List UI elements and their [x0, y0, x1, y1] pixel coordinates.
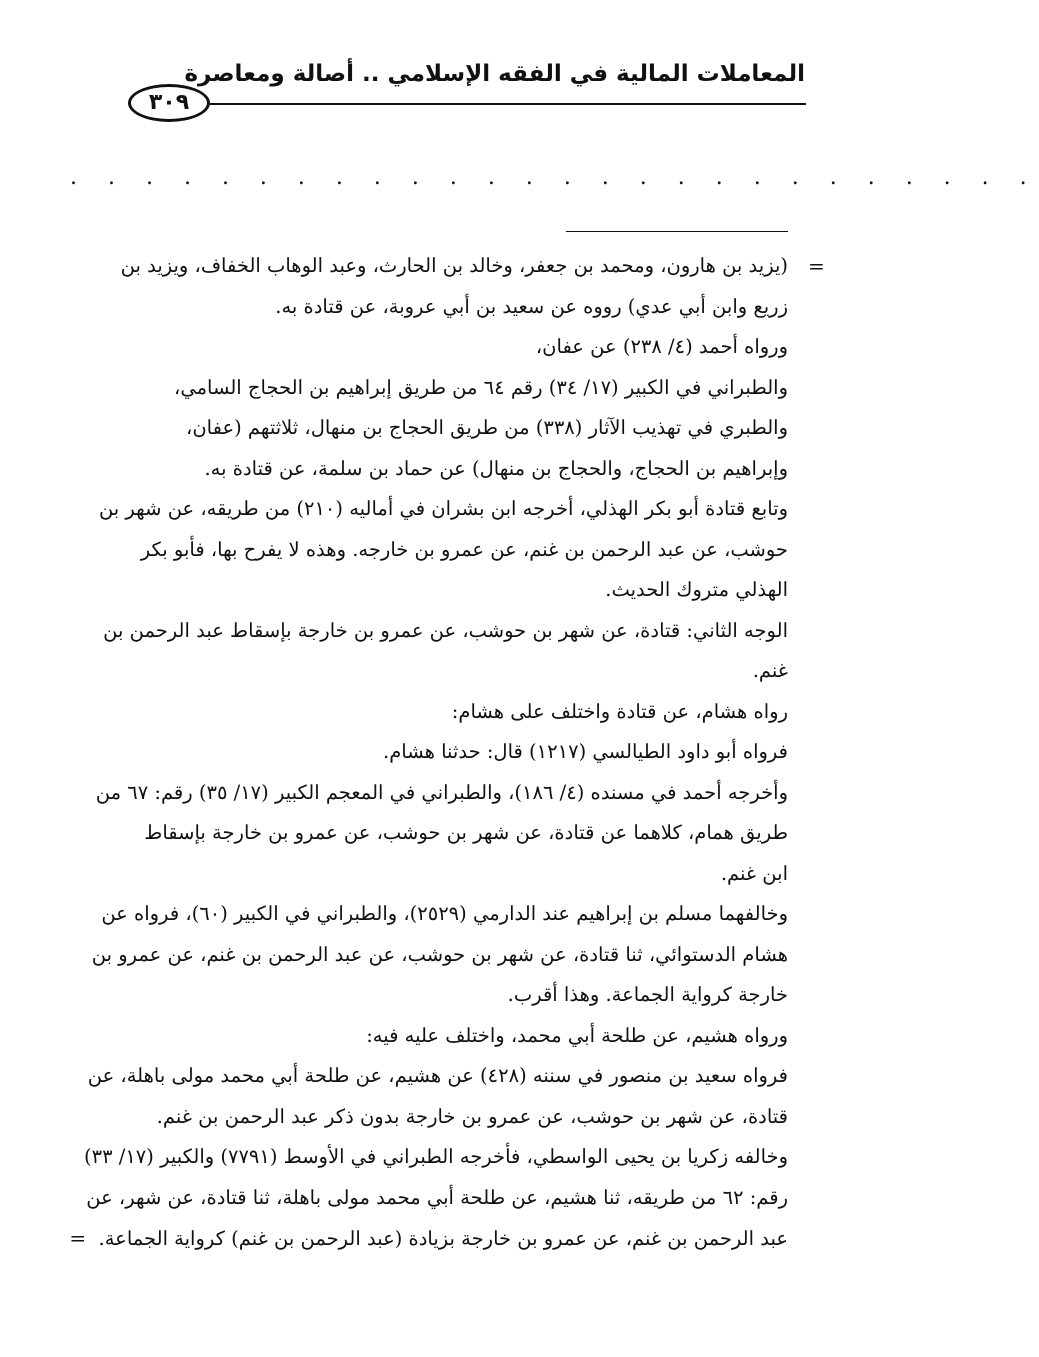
footnote-line: الهذلي متروك الحديث.: [605, 578, 788, 601]
footnote-line: والطبراني في الكبير (١٧/ ٣٤) رقم ٦٤ من طريق إبراهيم بن الحجاج السامي،: [174, 375, 788, 399]
footnote-line-last: [68, 1218, 788, 1259]
footnote-line: رواه هشام، عن قتادة واختلف على هشام:: [451, 699, 788, 723]
footnote-line: هشام الدستوائي، ثنا قتادة، عن شهر بن حوشب، عن عبد الرحمن بن غنم، عن عمرو بن: [91, 942, 788, 966]
footnote-line: ورواه أحمد (٤/ ٢٣٨) عن عفان،: [535, 335, 788, 358]
footnote-line: والطبري في تهذيب الآثار (٣٣٨) من طريق الحجاج بن منهال، ثلاثتهم (عفان،: [186, 416, 788, 439]
footnote-line: قتادة، عن شهر بن حوشب، عن عمرو بن خارجة بدون ذكر عبد الرحمن بن غنم.: [156, 1104, 788, 1128]
footnote-separator: [566, 231, 788, 232]
footnote-line: زريع وابن أبي عدي) رووه عن سعيد بن أبي عروبة، عن قتادة به.: [275, 294, 788, 318]
footnote-text: [68, 246, 788, 1259]
footnote-line: وخالفه زكريا بن يحيى الواسطي، فأخرجه الطبراني في الأوسط (٧٧٩١) والكبير (١٧/ ٣٣): [83, 1145, 788, 1168]
footnote-line: عبد الرحمن بن غنم، عن عمرو بن خارجة بزيادة (عبد الرحمن بن غنم) كرواية الجماعة.: [98, 1227, 788, 1250]
footnote-line: فرواه أبو داود الطيالسي (١٢١٧) قال: حدثنا هشام.: [383, 740, 788, 763]
footnote-line: غنم.: [752, 659, 788, 682]
footnote-line: فرواه سعيد بن منصور في سننه (٤٢٨) عن هشيم، عن طلحة أبي محمد مولى باهلة، عن: [87, 1064, 788, 1087]
footnote-line: وتابع قتادة أبو بكر الهذلي، أخرجه ابن بشران في أماليه (٢١٠) من طريقه، عن شهر بن: [98, 497, 788, 520]
page-number: [128, 84, 210, 122]
page-number-text: ٣٠٩: [148, 90, 190, 115]
running-title: المعاملات المالية في الفقه الإسلامي .. أصالة ومعاصرة: [184, 61, 805, 87]
ellipsis-dots: . . . . . . . . . . . . . . . . . . . . . . . . . .: [70, 165, 1039, 190]
footnote-line: حوشب، عن عبد الرحمن بن غنم، عن عمرو بن خارجه. وهذه لا يفرح بها، فأبو بكر: [140, 537, 788, 561]
footnote-end-mark: =: [69, 1226, 87, 1250]
footnote-line: الوجه الثاني: قتادة، عن شهر بن حوشب، عن عمرو بن خارجة بإسقاط عبد الرحمن بن: [103, 618, 788, 642]
footnote-line: رقم: ٦٢ من طريقه، ثنا هشيم، عن طلحة أبي محمد مولى باهلة، ثنا قتادة، عن شهر، عن: [86, 1185, 788, 1209]
footnote-line: وأخرجه أحمد في مسنده (٤/ ١٨٦)، والطبراني في المعجم الكبير (١٧/ ٣٥) رقم: ٦٧ من: [95, 780, 788, 804]
footnote-line: وإبراهيم بن الحجاج، والحجاج بن منهال) عن حماد بن سلمة، عن قتادة به.: [204, 456, 788, 480]
footnote-line: خارجة كرواية الجماعة. وهذا أقرب.: [507, 983, 788, 1006]
header-rule: [210, 103, 806, 105]
footnote-continuation-mark: =: [808, 254, 825, 278]
footnote-line: طريق همام، كلاهما عن قتادة، عن شهر بن حوشب، عن عمرو بن خارجة بإسقاط: [144, 821, 788, 844]
footnote-line: ابن غنم.: [720, 861, 788, 885]
footnote-line: وخالفهما مسلم بن إبراهيم عند الدارمي (٢٥٢٩)، والطبراني في الكبير (٦٠)، فرواه عن: [101, 902, 788, 925]
footnote-line: (يزيد بن هارون، ومحمد بن جعفر، وخالد بن الحارث، وعبد الوهاب الخفاف، ويزيد بن: [120, 254, 788, 277]
footnote-line: ورواه هشيم، عن طلحة أبي محمد، واختلف عليه فيه:: [366, 1023, 788, 1047]
